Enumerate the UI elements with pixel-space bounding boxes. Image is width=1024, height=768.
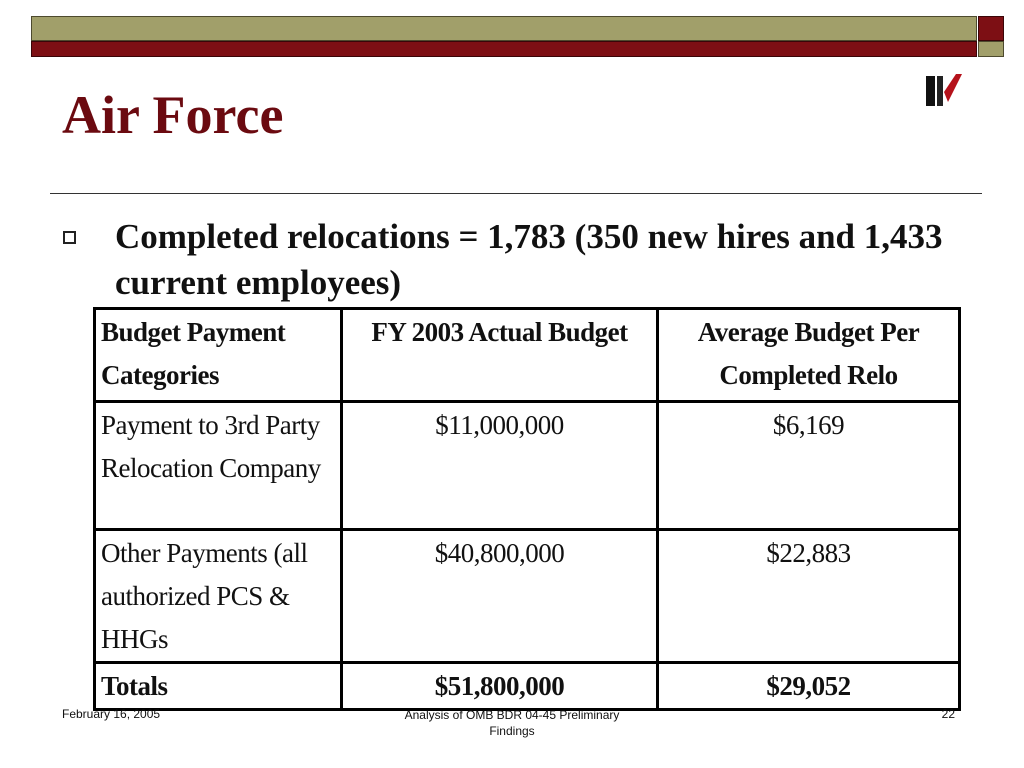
footer-date: February 16, 2005 <box>62 707 161 721</box>
header-square-maroon <box>978 16 1004 41</box>
header-bar-olive <box>31 16 977 41</box>
row-budget: $11,000,000 <box>342 402 658 530</box>
table-header-row <box>95 309 960 402</box>
footer-page-number: 22 <box>941 707 955 721</box>
red-check-logo-icon <box>924 72 964 108</box>
row-average: $22,883 <box>658 530 960 663</box>
row-budget: $40,800,000 <box>342 530 658 663</box>
header-bar-maroon <box>31 41 977 57</box>
bullet-square-icon <box>63 231 76 244</box>
header-cell-budget: FY 2003 Actual Budget <box>342 309 658 402</box>
totals-average: $29,052 <box>658 663 960 710</box>
totals-label: Totals <box>95 663 342 710</box>
table-row <box>95 530 960 663</box>
slide-title: Air Force <box>62 85 284 145</box>
footer-title: Analysis of OMB BDR 04-45 Preliminary Findings <box>404 708 620 738</box>
row-average: $6,169 <box>658 402 960 530</box>
table-row <box>95 402 960 530</box>
totals-budget: $51,800,000 <box>342 663 658 710</box>
row-category: Payment to 3rd Party Relocation Company <box>95 402 342 530</box>
row-category: Other Payments (all authorized PCS & HHGs <box>95 530 342 663</box>
budget-table <box>93 307 961 711</box>
header-square-olive <box>978 41 1004 57</box>
header-cell-average: Average Budget Per Completed Relo <box>658 309 960 402</box>
bullet-text: Completed relocations = 1,783 (350 new hires and 1,433 current employees) <box>115 217 943 302</box>
table-totals-row <box>95 663 960 710</box>
title-divider <box>50 193 982 194</box>
header-cell-categories: Budget Payment Categories <box>95 309 342 402</box>
